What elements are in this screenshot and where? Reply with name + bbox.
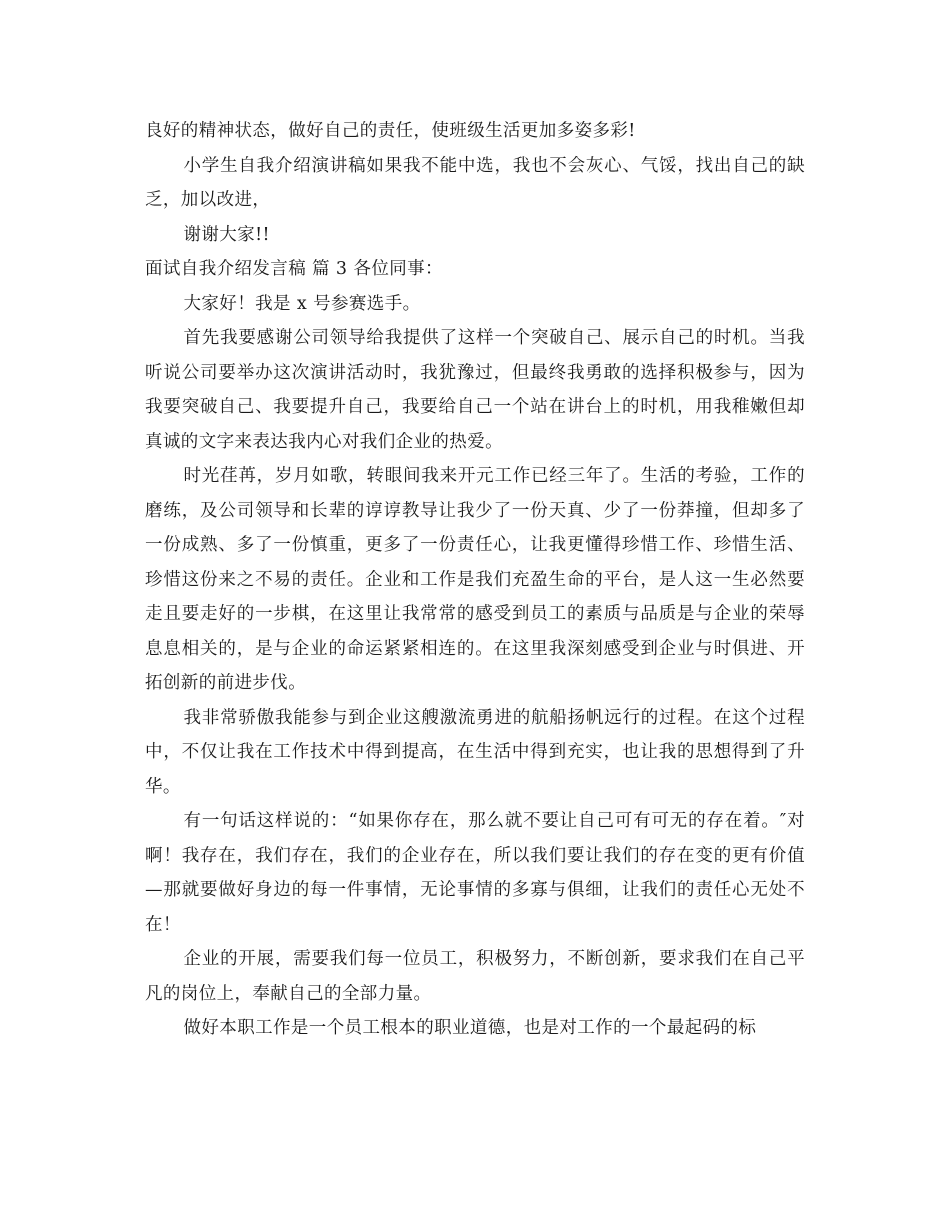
document-body xyxy=(145,114,805,1046)
paragraph: 企业的开展，需要我们每一位员工，积极努力，不断创新，要求我们在自己平凡的岗位上，奉献自己的全部力量。 xyxy=(145,949,805,1004)
paragraph: 我非常骄傲我能参与到企业这艘激流勇进的航船扬帆远行的过程。在这个过程中，不仅让我在工作技术中得到提高，在生活中得到充实，也让我的思想得到了升华。 xyxy=(145,707,805,797)
paragraph: 首先我要感谢公司领导给我提供了这样一个突破自己、展示自己的时机。当我听说公司要举办这次演讲活动时，我犹豫过，但最终我勇敢的选择积极参与，因为我要突破自己、我要提升自己，我要给自己一个站在讲台上的时机，用我稚嫩但却真诚的文字来表达我内心对我们企业的热爱。 xyxy=(145,328,805,452)
paragraph: 大家好！我是 x 号参赛选手。 xyxy=(183,293,421,314)
paragraph: 做好本职工作是一个员工根本的职业道德，也是对工作的一个最起码的标 xyxy=(183,1018,757,1038)
paragraph: 有一句话这样说的：“如果你存在，那么就不要让自己可有可无的存在着。″对啊！我存在，我们存在，我们的企业存在，所以我们要让我们的存在变的更有价值—那就要做好身边的每一件事情，无论事情的多寡与俱细，让我们的责任心无处不在！ xyxy=(145,811,805,935)
paragraph: 谢谢大家!! xyxy=(183,224,270,245)
paragraph: 小学生自我介绍演讲稿如果我不能中选，我也不会灰心、气馁，找出自己的缺乏，加以改进， xyxy=(145,155,805,210)
paragraph: 良好的精神状态，做好自己的责任，使班级生活更加多姿多彩! xyxy=(145,121,636,141)
paragraph: 时光荏苒，岁月如歌，转眼间我来开元工作已经三年了。生活的考验，工作的磨练，及公司领导和长辈的谆谆教导让我少了一份天真、少了一份莽撞，但却多了一份成熟、多了一份慎重，更多了一份责任心，让我更懂得珍惜工作、珍惜生活、珍惜这份来之不易的责任。企业和工作是我们充盈生命的平台，是人这一生必然要走且要走好的一步棋，在这里让我常常的感受到员工的素质与品质是与企业的荣辱息息相关的，是与企业的命运紧紧相连的。在这里我深刻感受到企业与时俱进、开拓创新的前进步伐。 xyxy=(145,466,805,693)
section-heading: 面试自我介绍发言稿 篇 3 各位同事： xyxy=(145,259,443,279)
